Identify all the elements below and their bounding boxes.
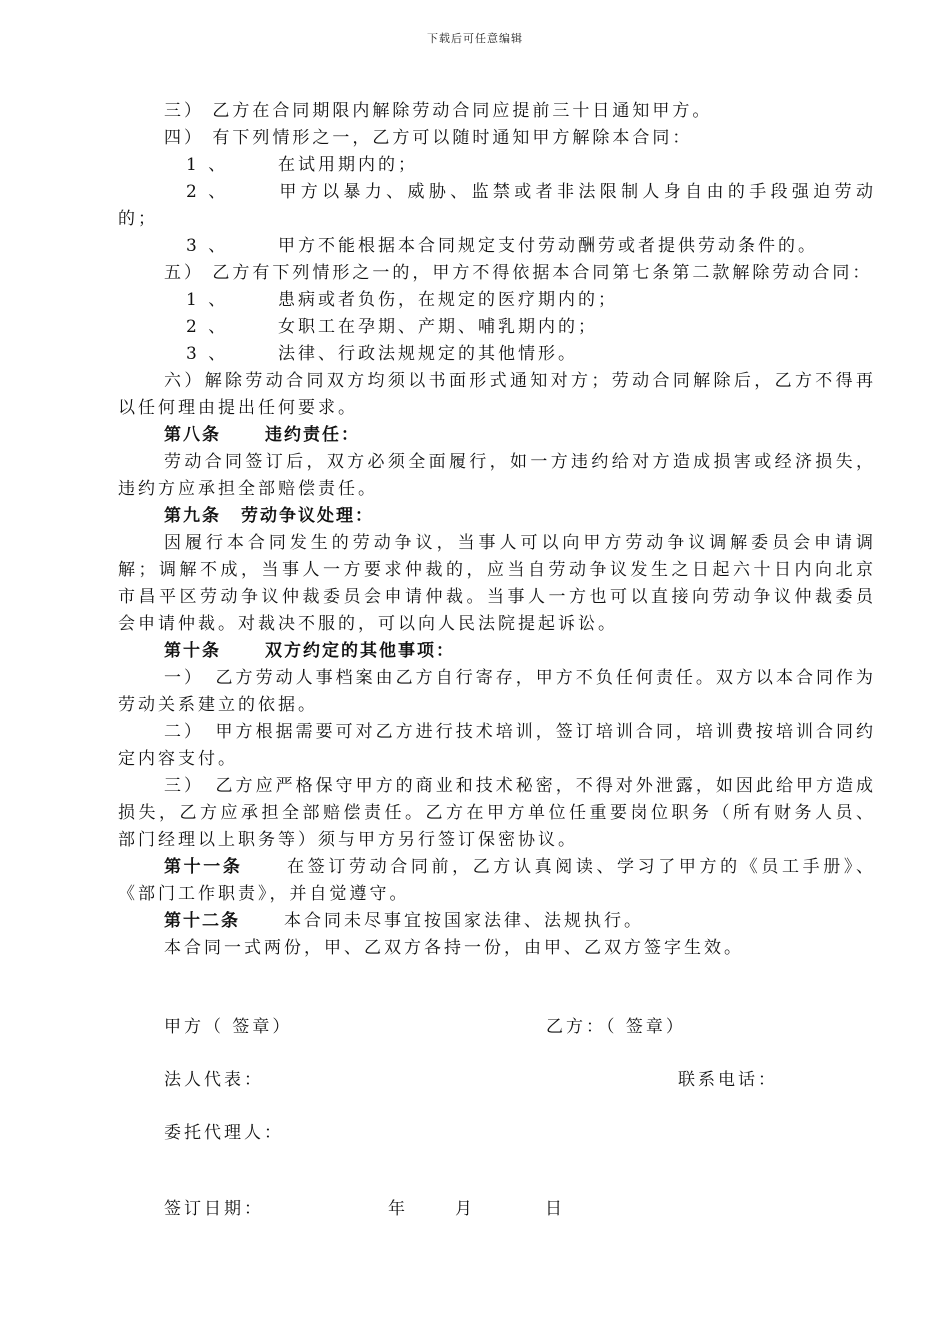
contact-phone-label: 联系电话：	[678, 1070, 778, 1090]
clause-5: 五） 乙方有下列情形之一的，甲方不得依据本合同第七条第二款解除劳动合同：	[164, 263, 873, 283]
article-10-heading	[118, 638, 876, 665]
list-item	[118, 179, 876, 233]
article-8-heading	[118, 422, 876, 449]
item-text: 在试用期内的；	[278, 155, 418, 175]
article-heading: 双方约定的其他事项：	[265, 641, 455, 661]
party-a-signature: 甲方（ 签章）	[164, 1017, 293, 1037]
date-year: 年	[388, 1199, 408, 1219]
item-text: 甲方以暴力、威胁、监禁或者非法限制人身自由的手段强迫劳动的；	[118, 182, 876, 229]
list-item	[118, 287, 876, 314]
header-note: 下载后可任意编辑	[427, 32, 523, 45]
article-8-text: 劳动合同签订后，双方必须全面履行，如一方违约给对方造成损害或经济损失，违约方应承担全部赔偿责任。	[118, 452, 876, 499]
article-9-text: 因履行本合同发生的劳动争议，当事人可以向甲方劳动争议调解委员会申请调解；调解不成，当事人一方要求仲裁的，应当自劳动争议发生之日起六十日内向北京市昌平区劳动争议仲裁委员会申请仲裁。当事人一方也可以直接向劳动争议仲裁委员会申请仲裁。对裁决不服的，可以向人民法院提起诉讼。	[118, 533, 876, 634]
legal-representative-label: 法人代表：	[164, 1070, 264, 1090]
article-heading: 违约责任：	[265, 425, 360, 445]
article-heading: 劳动争议处理：	[241, 506, 374, 526]
contract-body	[118, 98, 876, 962]
article-number: 第十条	[164, 641, 221, 661]
list-item	[118, 314, 876, 341]
clause-4: 四） 有下列情形之一，乙方可以随时通知甲方解除本合同：	[164, 128, 693, 148]
clause-6: 六）解除劳动合同双方均须以书面形式通知对方；劳动合同解除后，乙方不得再以任何理由提出任何要求。	[118, 371, 876, 418]
article-text: 本合同未尽事宜按国家法律、法规执行。	[284, 911, 644, 931]
item-text: 女职工在孕期、产期、哺乳期内的；	[278, 317, 598, 337]
closing-statement: 本合同一式两份，甲、乙双方各持一份，由甲、乙双方签字生效。	[164, 938, 744, 958]
item-text: 患病或者负伤，在规定的医疗期内的；	[278, 290, 618, 310]
article-number: 第九条	[164, 506, 221, 526]
clause-3: 三） 乙方在合同期限内解除劳动合同应提前三十日通知甲方。	[164, 101, 713, 121]
party-b-signature: 乙方：（ 签章）	[546, 1017, 686, 1037]
article-number: 第十二条	[164, 911, 240, 931]
item-number: 1 、	[186, 290, 229, 310]
article-10-item-2: 二） 甲方根据需要可对乙方进行技术培训，签订培训合同，培训费按培训合同约定内容支付。	[118, 722, 876, 769]
sign-date-label: 签订日期：	[164, 1199, 264, 1219]
item-number: 2 、	[186, 317, 229, 337]
item-number: 2 、	[186, 182, 229, 202]
article-12	[118, 908, 876, 935]
list-item	[118, 152, 876, 179]
item-number: 1 、	[186, 155, 229, 175]
item-text: 法律、行政法规规定的其他情形。	[278, 344, 578, 364]
list-item	[118, 341, 876, 368]
article-number: 第八条	[164, 425, 221, 445]
item-number: 3 、	[186, 344, 229, 364]
date-month: 月	[455, 1199, 475, 1219]
list-item	[118, 233, 876, 260]
item-text: 甲方不能根据本合同规定支付劳动酬劳或者提供劳动条件的。	[278, 236, 818, 256]
article-text: 在签订劳动合同前，乙方认真阅读、学习了甲方的《员工手册》、《部门工作职责》，并自觉遵守。	[118, 857, 877, 904]
article-11	[118, 854, 876, 908]
agent-label: 委托代理人：	[164, 1123, 284, 1143]
article-9-heading	[118, 503, 876, 530]
item-number: 3 、	[186, 236, 229, 256]
article-10-item-3: 三） 乙方应严格保守甲方的商业和技术秘密，不得对外泄露，如因此给甲方造成损失，乙方应承担全部赔偿责任。乙方在甲方单位任重要岗位职务（所有财务人员、部门经理以上职务等）须与甲方另行签订保密协议。	[118, 776, 876, 850]
date-day: 日	[545, 1199, 565, 1219]
article-10-item-1: 一） 乙方劳动人事档案由乙方自行寄存，甲方不负任何责任。双方以本合同作为劳动关系建立的依据。	[118, 668, 876, 715]
article-number: 第十一条	[164, 857, 243, 877]
